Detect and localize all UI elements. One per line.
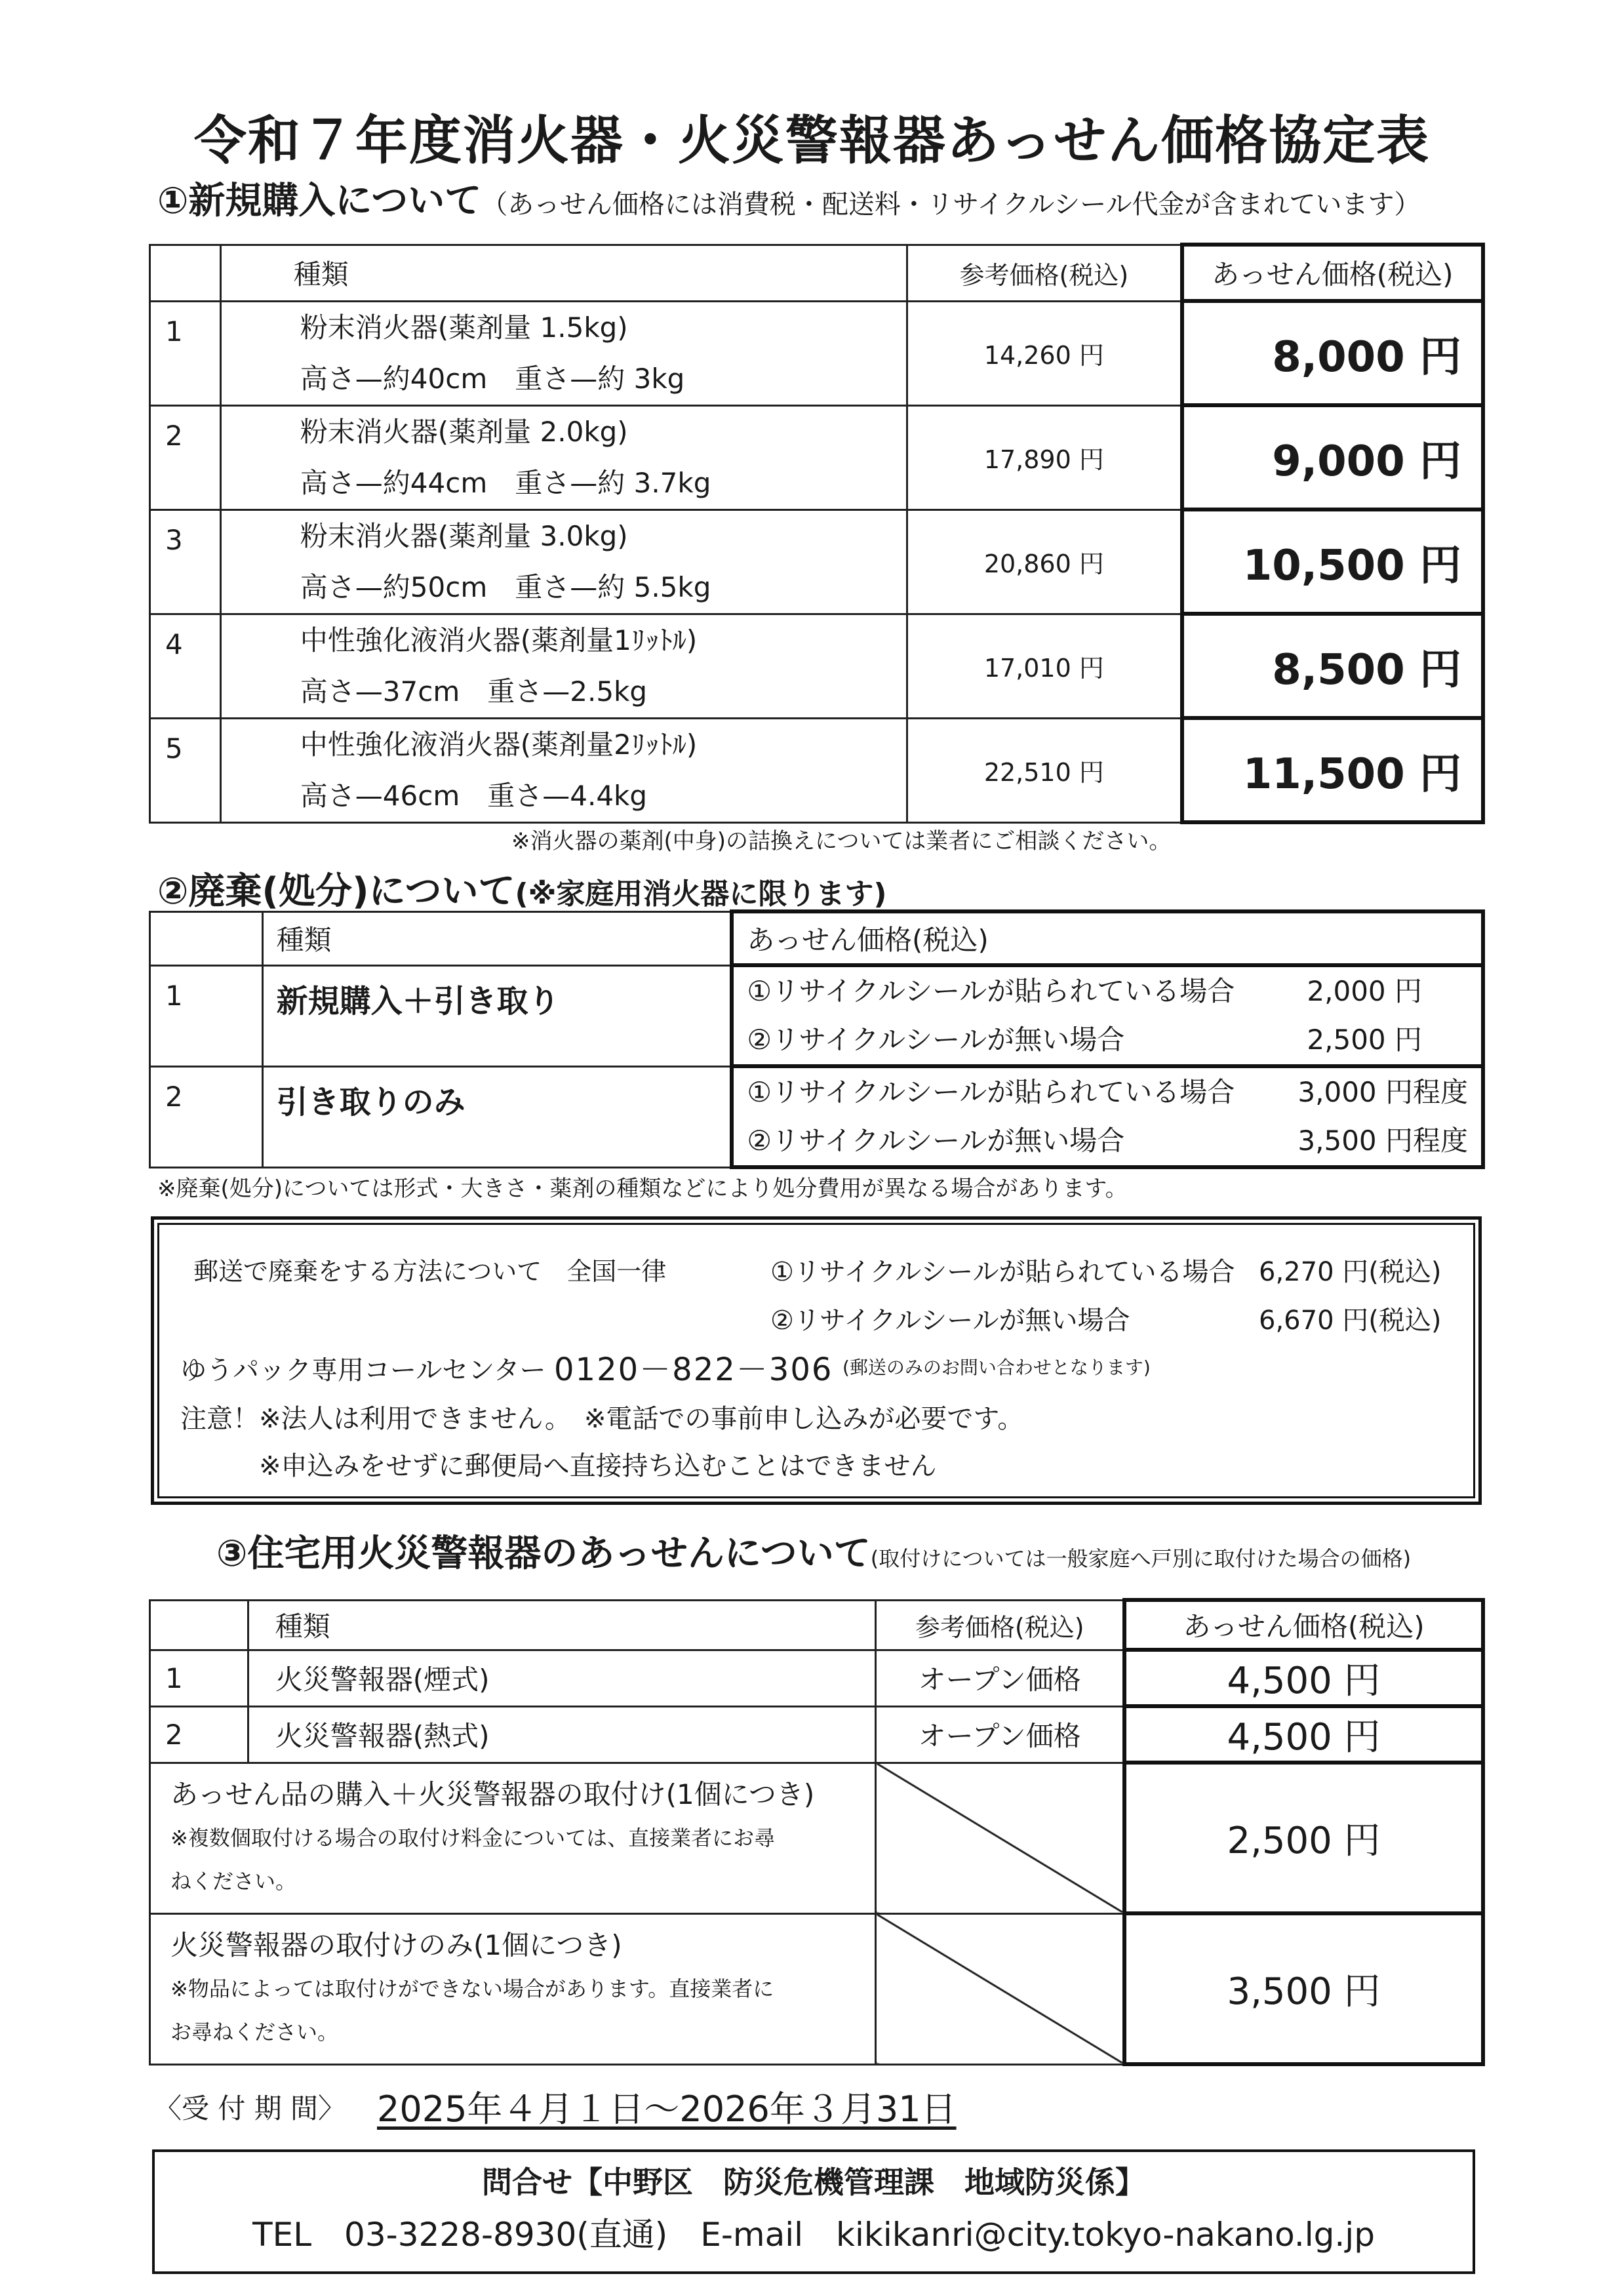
row-number: 5 (150, 718, 221, 822)
section2-title: ②廃棄(処分)について (157, 870, 515, 913)
ref-price: 20,860 円 (907, 509, 1182, 614)
table-row (150, 301, 1484, 405)
disposal-table (149, 909, 1485, 1169)
section3-heading (216, 1525, 1411, 1577)
header-blank (150, 911, 263, 965)
table-row (150, 1066, 1484, 1167)
section3-title: ③住宅用火災警報器のあっせんについて (216, 1532, 871, 1575)
install-note: お尋ねください。 (170, 2020, 339, 2045)
row-number: 3 (150, 509, 221, 614)
period-label: 〈受 付 期 間〉 (154, 2092, 346, 2125)
table-row (150, 1913, 1484, 2064)
purchase-table (149, 243, 1485, 824)
install-note: ※複数個取付ける場合の取付け料金については、直接業者にお尋 (170, 1826, 776, 1850)
table-row (150, 1650, 1484, 1706)
header-type: 種類 (220, 245, 907, 301)
product-size: 高さ—37cm 重さ—2.5kg (300, 675, 648, 708)
header-price: あっせん価格(税込) (1124, 1600, 1483, 1650)
page-title: 令和７年度消火器・火災警報器あっせん価格協定表 (193, 110, 1431, 171)
price: 8,000 円 (1182, 301, 1483, 405)
install-note: ねください。 (170, 1869, 297, 1894)
install-title: あっせん品の購入＋火災警報器の取付け(1個につき) (170, 1778, 815, 1810)
header-price: あっせん価格(税込) (1182, 245, 1483, 301)
header-ref-price: 参考価格(税込) (907, 245, 1182, 301)
ref-price: オープン価格 (876, 1650, 1124, 1706)
row-number: 2 (150, 1066, 263, 1167)
section1-note: ※消火器の薬剤(中身)の詰換えについては業者にご相談ください。 (511, 828, 1172, 854)
price: 4,500 円 (1124, 1650, 1483, 1706)
table-row (150, 1763, 1484, 1913)
contact-details: TEL 03-3228-8930(直通) E-mail kikikanri@city.tokyo-nakano.lg.jp (252, 2216, 1375, 2254)
ref-price: 22,510 円 (907, 718, 1182, 822)
section3-subtitle: (取付けについては一般家庭へ戸別に取付けた場合の価格) (870, 1546, 1412, 1571)
period-dates: 2025年４月１日～2026年３月31日 (377, 2088, 957, 2130)
install-title: 火災警報器の取付けのみ(1個につき) (170, 1929, 622, 1961)
table-row (150, 718, 1484, 822)
header-type: 種類 (262, 911, 732, 965)
ref-price: 14,260 円 (907, 301, 1182, 405)
row-number: 1 (150, 965, 263, 1066)
row-number: 4 (150, 614, 221, 718)
product-name: 中性強化液消火器(薬剤量1ﾘｯﾄﾙ) (300, 624, 698, 656)
option-sticker: ①リサイクルシールが貼られている場合 (747, 975, 1235, 1007)
header-blank (150, 245, 221, 301)
alarm-table (149, 1598, 1485, 2066)
ref-price: オープン価格 (876, 1706, 1124, 1763)
price: 8,500 円 (1182, 614, 1483, 718)
mail-disposal-box (151, 1216, 1482, 1505)
table-row (150, 965, 1484, 1066)
mail-option-sticker: ①リサイクルシールが貼られている場合 (770, 1257, 1235, 1287)
mail-option-no-sticker-price: 6,670 円(税込) (1259, 1306, 1442, 1336)
product-name: 粉末消火器(薬剤量 3.0kg) (300, 519, 628, 552)
product-size: 高さ—約44cm 重さ—約 3.7kg (300, 466, 711, 499)
table-row (150, 1706, 1484, 1763)
section2-heading (157, 862, 886, 915)
disposal-type: 引き取りのみ (262, 1066, 732, 1167)
price: 10,500 円 (1182, 509, 1483, 614)
diagonal-cell (876, 1913, 1124, 2064)
option-no-sticker: ②リサイクルシールが無い場合 (747, 1125, 1125, 1157)
section1-subtitle: （あっせん価格には消費税・配送料・リサイクルシール代金が含まれています） (481, 190, 1421, 220)
product-name: 粉末消火器(薬剤量 1.5kg) (300, 311, 628, 344)
price: 9,000 円 (1182, 405, 1483, 509)
diagonal-cell (876, 1763, 1124, 1913)
mail-option-no-sticker: ②リサイクルシールが無い場合 (770, 1306, 1130, 1336)
caution-line-1: 注意！※法人は利用できません。 ※電話での事前申し込みが必要です。 (180, 1404, 1024, 1434)
header-blank (150, 1600, 248, 1650)
product-name: 粉末消火器(薬剤量 2.0kg) (300, 415, 628, 448)
row-number: 2 (150, 1706, 248, 1763)
option-no-sticker: ②リサイクルシールが無い場合 (747, 1024, 1125, 1056)
row-number: 1 (150, 1650, 248, 1706)
row-number: 2 (150, 405, 221, 509)
table-row (150, 614, 1484, 718)
contact-department: 問合せ【中野区 防災危機管理課 地域防災係】 (482, 2165, 1145, 2200)
contact-box (152, 2149, 1475, 2274)
call-center-label: ゆうパック専用コールセンター (180, 1355, 546, 1386)
product-name: 中性強化液消火器(薬剤量2ﾘｯﾄﾙ) (300, 728, 698, 761)
product-size: 高さ—約50cm 重さ—約 5.5kg (300, 570, 711, 603)
call-center-note: (郵送のみのお問い合わせとなります) (842, 1357, 1151, 1378)
alarm-type: 火災警報器(熱式) (248, 1706, 876, 1763)
header-price: あっせん価格(税込) (732, 911, 1483, 965)
price: 2,500 円 (1124, 1763, 1483, 1913)
table-row (150, 509, 1484, 614)
section1-heading (157, 172, 1421, 224)
row-number: 1 (150, 301, 221, 405)
option-sticker: ①リサイクルシールが貼られている場合 (747, 1076, 1235, 1108)
price: 3,500 円 (1124, 1913, 1483, 2064)
header-type: 種類 (248, 1600, 876, 1650)
header-ref-price: 参考価格(税込) (876, 1600, 1124, 1650)
option-no-sticker-price: 2,500 円 (1307, 1024, 1422, 1056)
option-sticker-price: 2,000 円 (1307, 975, 1422, 1007)
option-sticker-price: 3,000 円程度 (1297, 1076, 1468, 1108)
price: 4,500 円 (1124, 1706, 1483, 1763)
product-size: 高さ—46cm 重さ—4.4kg (300, 779, 648, 812)
section1-title: ①新規購入について (157, 180, 482, 222)
disposal-type: 新規購入＋引き取り (262, 965, 732, 1066)
call-center-phone: 0120－822－306 (554, 1351, 833, 1388)
table-row (150, 405, 1484, 509)
mail-option-sticker-price: 6,270 円(税込) (1259, 1257, 1442, 1287)
caution-line-2: ※申込みをせずに郵便局へ直接持ち込むことはできません (259, 1451, 937, 1481)
section2-note: ※廃棄(処分)については形式・大きさ・薬剤の種類などにより処分費用が異なる場合があります。 (157, 1176, 1128, 1202)
option-no-sticker-price: 3,500 円程度 (1297, 1125, 1468, 1157)
product-size: 高さ—約40cm 重さ—約 3kg (300, 362, 685, 395)
ref-price: 17,010 円 (907, 614, 1182, 718)
alarm-type: 火災警報器(煙式) (248, 1650, 876, 1706)
mail-label: 郵送で廃棄をする方法について 全国一律 (193, 1257, 667, 1286)
section2-subtitle: (※家庭用消火器に限ります) (515, 877, 887, 911)
ref-price: 17,890 円 (907, 405, 1182, 509)
price: 11,500 円 (1182, 718, 1483, 822)
install-note: ※物品によっては取付けができない場合があります。直接業者に (170, 1976, 774, 2001)
